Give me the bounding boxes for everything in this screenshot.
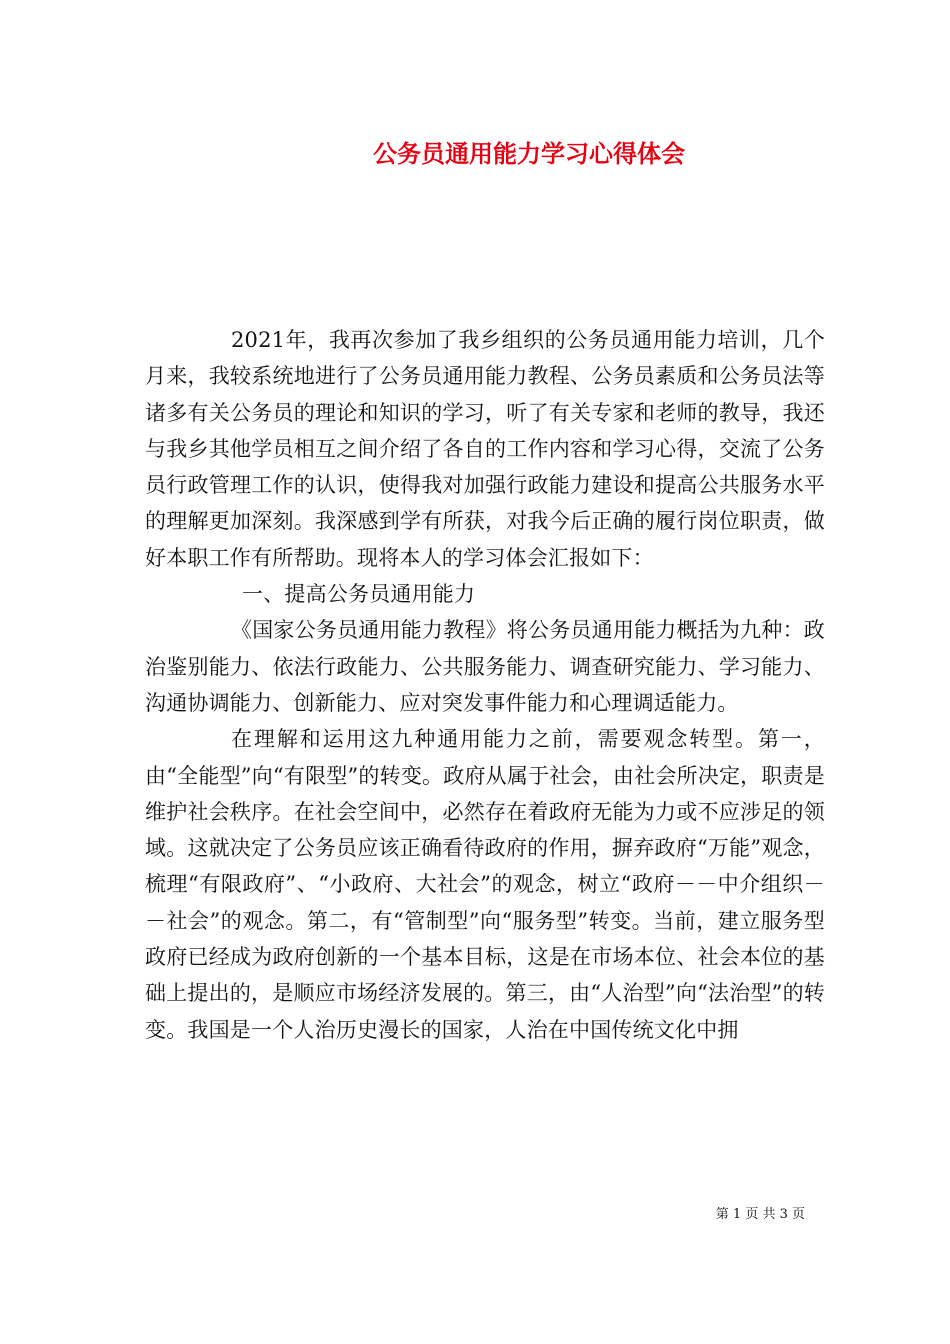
transformation-paragraph: 在理解和运用这九种通用能力之前，需要观念转型。第一，由“全能型”向“有限型”的转变。政府从属于社会，由社会所决定，职责是维护社会秩序。在社会空间中，必然存在着政府无能为力或不应涉足的领域。这就决定了公务员应该正确看待政府的作用，摒弃政府“万能”观念，梳理“有限政府”、“小政府、大社会”的观念，树立“政府－－中介组织－－社会”的观念。第二，有“管制型”向“服务型”转变。当前，建立服务型政府已经成为政府创新的一个基本目标，这是在市场本位、社会本位的基础上提出的，是顺应市场经济发展的。第三，由“人治型”向“法治型”的转变。我国是一个人治历史漫长的国家，人治在中国传统文化中拥 bbox=[145, 727, 825, 1042]
document-title: 公务员通用能力学习心得体会 bbox=[373, 140, 685, 168]
section-heading: 一、提高公务员通用能力 bbox=[242, 582, 476, 607]
intro-paragraph: 2021年，我再次参加了我乡组织的公务员通用能力培训，几个月来，我较系统地进行了公务员通用能力教程、公务员素质和公务员法等诸多有关公务员的理论和知识的学习，听了有关专家和老师的教导，我还与我乡其他学员相互之间介绍了各自的工作内容和学习心得，交流了公务员行政管理工作的认识，使得我对加强行政能力建设和提高公共服务水平的理解更加深刻。我深感到学有所获，对我今后正确的履行岗位职责，做好本职工作有所帮助。现将本人的学习体会汇报如下： bbox=[145, 328, 825, 570]
page-footer: 第 1 页 共 3 页 bbox=[715, 1207, 805, 1222]
document-body bbox=[145, 322, 825, 1048]
abilities-paragraph: 《国家公务员通用能力教程》将公务员通用能力概括为九种：政治鉴别能力、依法行政能力、公共服务能力、调查研究能力、学习能力、沟通协调能力、创新能力、应对突发事件能力和心理调适能力。 bbox=[145, 618, 825, 715]
